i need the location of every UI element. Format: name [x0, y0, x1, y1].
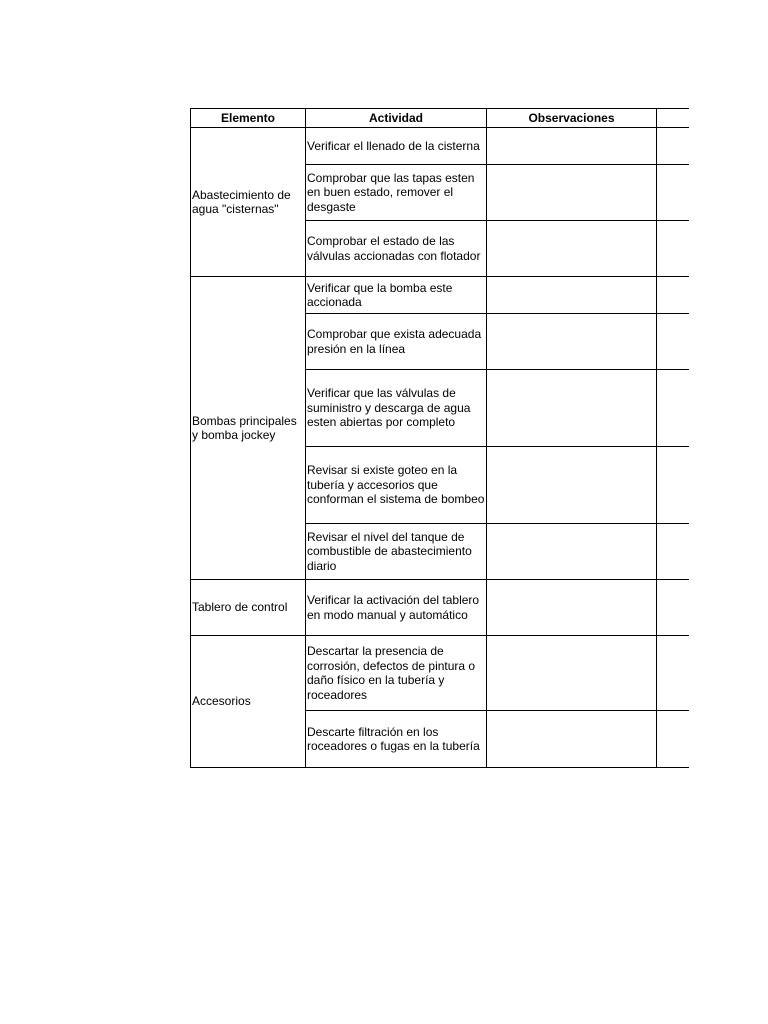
actividad-cell: Comprobar el estado de las válvulas accionadas con flotador — [306, 221, 487, 277]
observaciones-cell[interactable] — [487, 314, 657, 370]
elemento-cell: Abastecimiento de agua "cisternas" — [191, 128, 306, 277]
header-elemento: Elemento — [191, 109, 306, 128]
table-row — [191, 277, 689, 314]
blank-cell[interactable] — [657, 580, 689, 636]
table-row — [191, 128, 689, 165]
observaciones-cell[interactable] — [487, 165, 657, 221]
actividad-cell: Descartar la presencia de corrosión, defectos de pintura o daño físico en la tubería y roceadores — [306, 636, 487, 711]
actividad-cell: Revisar el nivel del tanque de combustible de abastecimiento diario — [306, 524, 487, 580]
blank-cell[interactable] — [657, 128, 689, 165]
actividad-cell: Verificar que la bomba este accionada — [306, 277, 487, 314]
actividad-cell: Verificar que las válvulas de suministro y descarga de agua esten abiertas por completo — [306, 370, 487, 447]
actividad-cell: Comprobar que exista adecuada presión en la línea — [306, 314, 487, 370]
header-observaciones: Observaciones — [487, 109, 657, 128]
elemento-cell: Tablero de control — [191, 580, 306, 636]
observaciones-cell[interactable] — [487, 580, 657, 636]
elemento-cell: Bombas principales y bomba jockey — [191, 277, 306, 580]
actividad-cell: Descarte filtración en los roceadores o fugas en la tubería — [306, 711, 487, 768]
table-row — [191, 580, 689, 636]
inspection-table — [190, 108, 689, 768]
blank-cell[interactable] — [657, 221, 689, 277]
observaciones-cell[interactable] — [487, 221, 657, 277]
blank-cell[interactable] — [657, 636, 689, 711]
actividad-cell: Revisar si existe goteo en la tubería y accesorios que conforman el sistema de bombeo — [306, 447, 487, 524]
observaciones-cell[interactable] — [487, 370, 657, 447]
table-row — [191, 636, 689, 711]
header-row — [191, 109, 689, 128]
blank-cell[interactable] — [657, 524, 689, 580]
elemento-cell: Accesorios — [191, 636, 306, 768]
header-blank-column — [657, 109, 689, 128]
blank-cell[interactable] — [657, 165, 689, 221]
observaciones-cell[interactable] — [487, 524, 657, 580]
observaciones-cell[interactable] — [487, 447, 657, 524]
observaciones-cell[interactable] — [487, 277, 657, 314]
actividad-cell: Verificar la activación del tablero en modo manual y automático — [306, 580, 487, 636]
observaciones-cell[interactable] — [487, 128, 657, 165]
blank-cell[interactable] — [657, 277, 689, 314]
blank-cell[interactable] — [657, 370, 689, 447]
actividad-cell: Comprobar que las tapas esten en buen estado, remover el desgaste — [306, 165, 487, 221]
observaciones-cell[interactable] — [487, 636, 657, 711]
header-actividad: Actividad — [306, 109, 487, 128]
observaciones-cell[interactable] — [487, 711, 657, 768]
blank-cell[interactable] — [657, 314, 689, 370]
blank-cell[interactable] — [657, 711, 689, 768]
blank-cell[interactable] — [657, 447, 689, 524]
actividad-cell: Verificar el llenado de la cisterna — [306, 128, 487, 165]
